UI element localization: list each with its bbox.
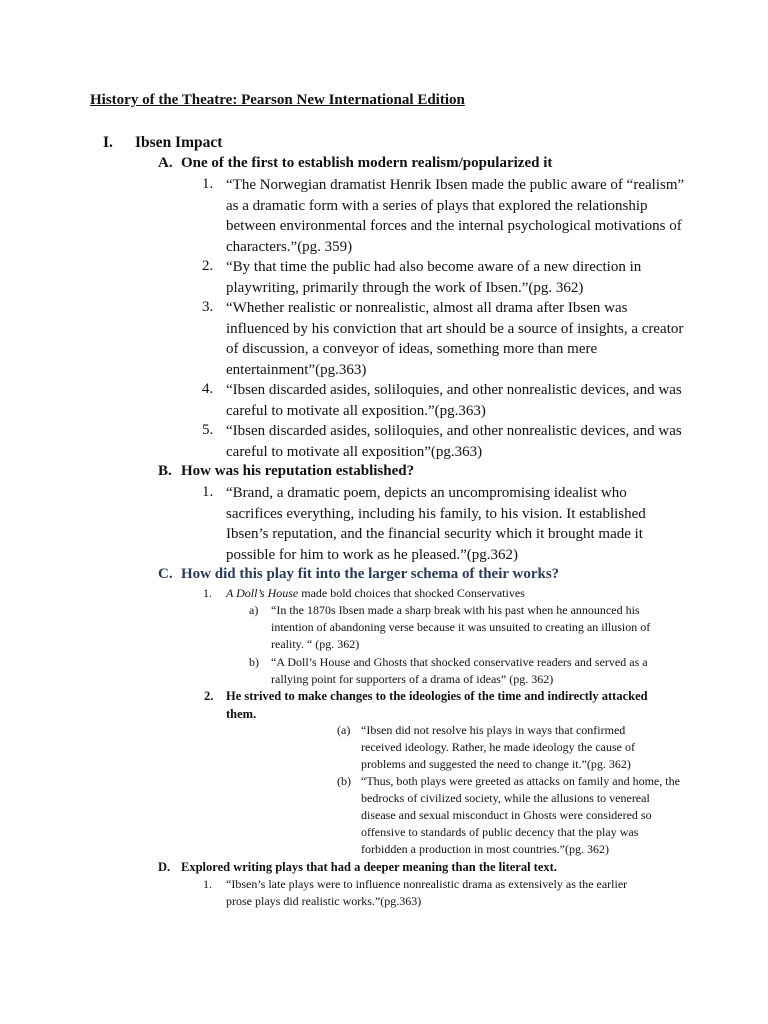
sub-item-letter: (b) [337,774,351,788]
list-item-text: “The Norwegian dramatist Henrik Ibsen made the public aware of “realism” as a dramatic form with a series of plays that explored the relationship between environmental forces and the internal psychological motivations of characters.”(pg. 359) [226,177,685,255]
list-item-number: 5. [202,422,214,438]
sub-item-text: “A Doll’s House and Ghosts that shocked conservative readers and served as a rallying point for supporters of a drama of ideas” (pg. 362) [271,655,648,686]
list-item-number: 1. [203,877,212,891]
sub-item-text: “Thus, both plays were greeted as attacks on family and home, the bedrocks of civilized society, while the allusions to venereal disease and sexual misconduct in Ghosts were considered so offensive to standards of public decency that the play was forbidden a production in most countries.”(pg. 362) [361,774,680,856]
section-number: I. [103,134,113,151]
subsection-letter-b: B. [158,463,172,479]
section-heading: Ibsen Impact [135,134,223,151]
list-item-text [226,585,686,602]
subsection-letter-d: D. [158,860,171,874]
list-item-text: “Brand, a dramatic poem, depicts an uncompromising idealist who sacrifices everything, including his family, to his vision. It established Ibsen’s reputation, and the financial security which it brought made it possible for him to work as he pleased.”(pg.362) [226,485,646,563]
play-title: A Doll’s House [226,586,299,600]
document-title: History of the Theatre: Pearson New International Edition [90,92,465,108]
sub-item-text: “Ibsen did not resolve his plays in ways that confirmed received ideology. Rather, he made ideology the cause of problems and suggested the need to change it.”(pg. 362) [361,723,635,771]
subsection-heading-d: Explored writing plays that had a deeper meaning than the literal text. [181,860,557,874]
list-item-text: “Ibsen discarded asides, soliloquies, and other nonrealistic devices, and was careful to motivate all exposition.”(pg.363) [226,382,682,419]
list-item-number: 2. [202,258,214,274]
list-item-text: “By that time the public had also become aware of a new direction in playwriting, primarily through the work of Ibsen.”(pg. 362) [226,259,642,296]
subsection-heading-b: How was his reputation established? [181,463,415,479]
list-item-number: 1. [202,484,214,500]
sub-item-letter: a) [249,603,259,617]
list-item-number: 2. [204,689,214,703]
subsection-letter-c: C. [158,566,173,582]
list-item-number: 1. [202,176,214,192]
list-item-text: He strived to make changes to the ideologies of the time and indirectly attacked them. [226,689,648,721]
list-item-number: 4. [202,381,214,397]
list-item-text: “Ibsen discarded asides, soliloquies, and other nonrealistic devices, and was careful to motivate all exposition”(pg.363) [226,423,682,460]
list-item-number: 3. [202,299,214,315]
list-item-text-rest: made bold choices that shocked Conservatives [298,586,525,600]
subsection-letter-a: A. [158,155,173,171]
sub-item-letter: (a) [337,723,351,737]
list-item-number: 1. [203,586,212,600]
subsection-heading-c: How did this play fit into the larger schema of their works? [181,566,560,582]
list-item-text: “Whether realistic or nonrealistic, almost all drama after Ibsen was influenced by his conviction that art should be a source of insights, a creator of discussion, a conveyor of ideas, something more than mere entertainment”(pg.363) [226,300,684,378]
subsection-heading-a: One of the first to establish modern realism/popularized it [181,155,553,171]
sub-item-text: “In the 1870s Ibsen made a sharp break with his past when he announced his intention of abandoning verse because it was unsuited to creating an illusion of reality. “ (pg. 362) [271,603,651,651]
sub-item-letter: b) [249,655,259,669]
list-item-text: “Ibsen’s late plays were to influence nonrealistic drama as extensively as the earlier prose plays did realistic works.”(pg.363) [226,877,628,908]
